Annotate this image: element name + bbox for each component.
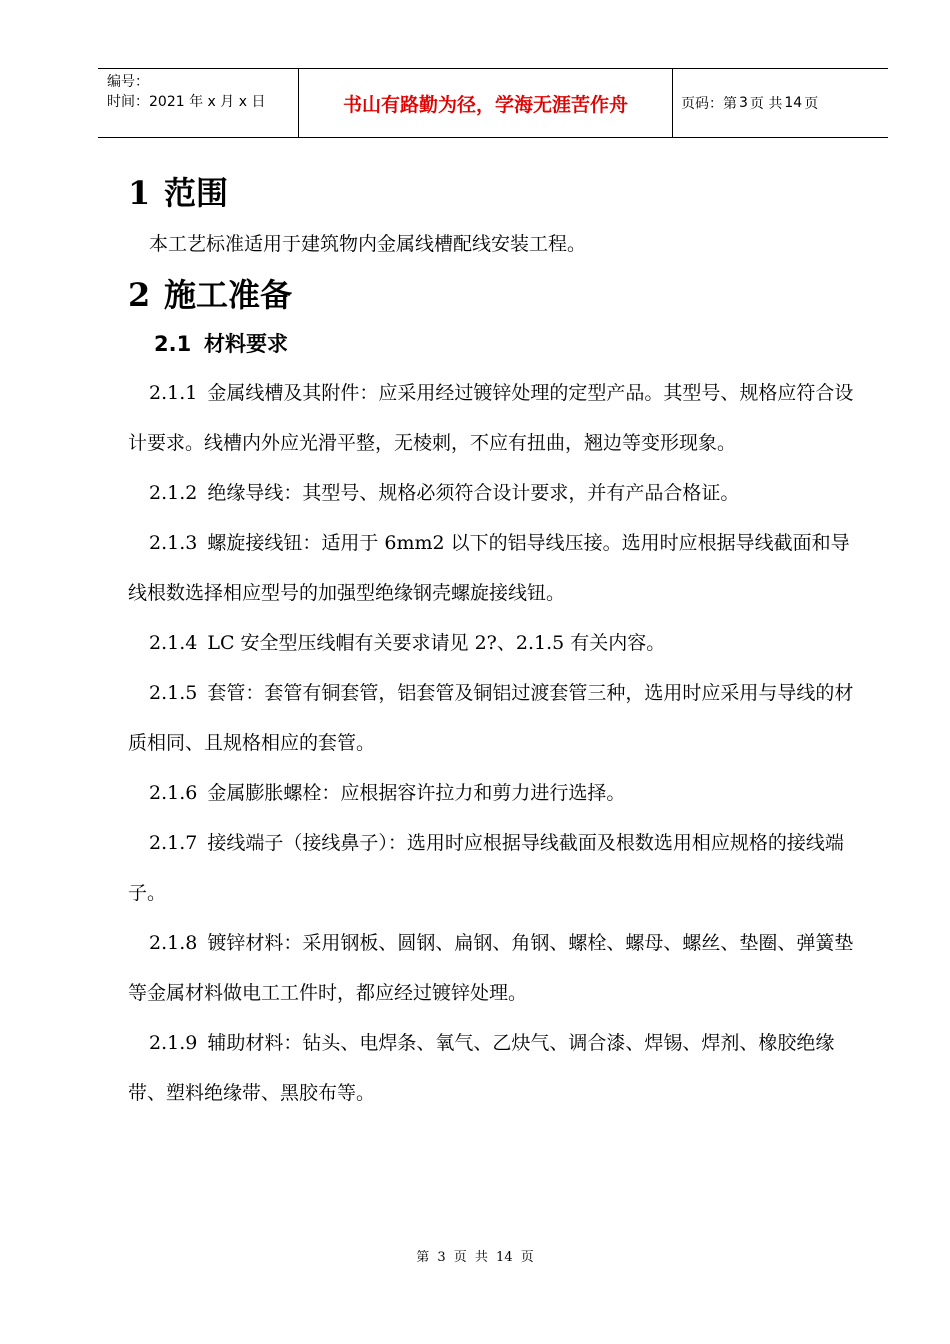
list-item — [128, 768, 868, 818]
list-item — [128, 818, 868, 918]
page-header — [98, 68, 888, 138]
page-suffix: 页 — [804, 96, 819, 112]
list-item — [128, 468, 868, 518]
item-text: 套管：套管有铜套管，铝套管及铜铝过渡套管三种，选用时应采用与导线的材质相同、且规格相应的套管。 — [128, 682, 854, 754]
item-number: 2.1.3 — [149, 532, 198, 554]
intro-paragraph: 本工艺标准适用于建筑物内金属线槽配线安装工程。 — [149, 233, 587, 255]
document-number-label: 编号： — [107, 74, 149, 90]
item-number: 2.1.9 — [149, 1032, 198, 1054]
item-number: 2.1.1 — [149, 382, 198, 404]
item-number: 2.1.4 — [149, 632, 198, 654]
subsection-number: 2.1 — [154, 332, 192, 356]
section-heading-scope — [128, 168, 868, 218]
item-text: 金属膨胀螺栓：应根据容许拉力和剪力进行选择。 — [207, 782, 626, 804]
item-number: 2.1.5 — [149, 682, 198, 704]
header-motto: 书山有路勤为径，学海无涯苦作舟 — [299, 69, 673, 137]
section-number: 2 — [128, 276, 151, 314]
item-number: 2.1.7 — [149, 832, 198, 854]
document-body — [128, 168, 868, 1118]
list-item — [128, 1018, 868, 1118]
item-text: 镀锌材料：采用钢板、圆钢、扁钢、角钢、螺栓、螺母、螺丝、垫圈、弹簧垫等金属材料做电工工件时，都应经过镀锌处理。 — [128, 932, 854, 1004]
subsection-heading — [128, 320, 868, 368]
item-number: 2.1.2 — [149, 482, 198, 504]
list-item — [128, 618, 868, 668]
item-text: 绝缘导线：其型号、规格必须符合设计要求，并有产品合格证。 — [207, 482, 740, 504]
header-meta — [98, 69, 299, 137]
list-item — [128, 918, 868, 1018]
section-heading-preparation — [128, 270, 868, 320]
page-total: 14 — [784, 95, 803, 111]
header-page-number — [673, 69, 888, 137]
item-number: 2.1.6 — [149, 782, 198, 804]
list-item — [128, 518, 868, 618]
page-middle: 页 共 — [749, 96, 783, 112]
section-number: 1 — [128, 174, 151, 212]
page-prefix: 页码：第 — [681, 96, 737, 112]
document-time: 时间：2021 年 x 月 x 日 — [107, 94, 266, 110]
page-current: 3 — [739, 95, 748, 111]
list-item — [128, 668, 868, 768]
subsection-title: 材料要求 — [204, 332, 288, 356]
item-number: 2.1.8 — [149, 932, 198, 954]
list-item — [128, 368, 868, 468]
section-title: 范围 — [164, 174, 229, 212]
item-text: 接线端子（接线鼻子）：选用时应根据导线截面及根数选用相应规格的接线端子。 — [128, 832, 844, 904]
item-text: 辅助材料：钻头、电焊条、氧气、乙炔气、调合漆、焊锡、焊剂、橡胶绝缘带、塑料绝缘带、黑胶布等。 — [128, 1032, 835, 1104]
item-text: LC 安全型压线帽有关要求请见 2?、2.1.5 有关内容。 — [207, 632, 666, 654]
item-text: 螺旋接线钮：适用于 6mm2 以下的铝导线压接。选用时应根据导线截面和导线根数选择相应型号的加强型绝缘钢壳螺旋接线钮。 — [128, 532, 850, 604]
item-text: 金属线槽及其附件：应采用经过镀锌处理的定型产品。其型号、规格应符合设计要求。线槽内外应光滑平整，无棱刺，不应有扭曲，翘边等变形现象。 — [128, 382, 854, 454]
section-title: 施工准备 — [164, 276, 293, 314]
page-footer: 第 3 页 共 14 页 — [416, 1250, 534, 1265]
